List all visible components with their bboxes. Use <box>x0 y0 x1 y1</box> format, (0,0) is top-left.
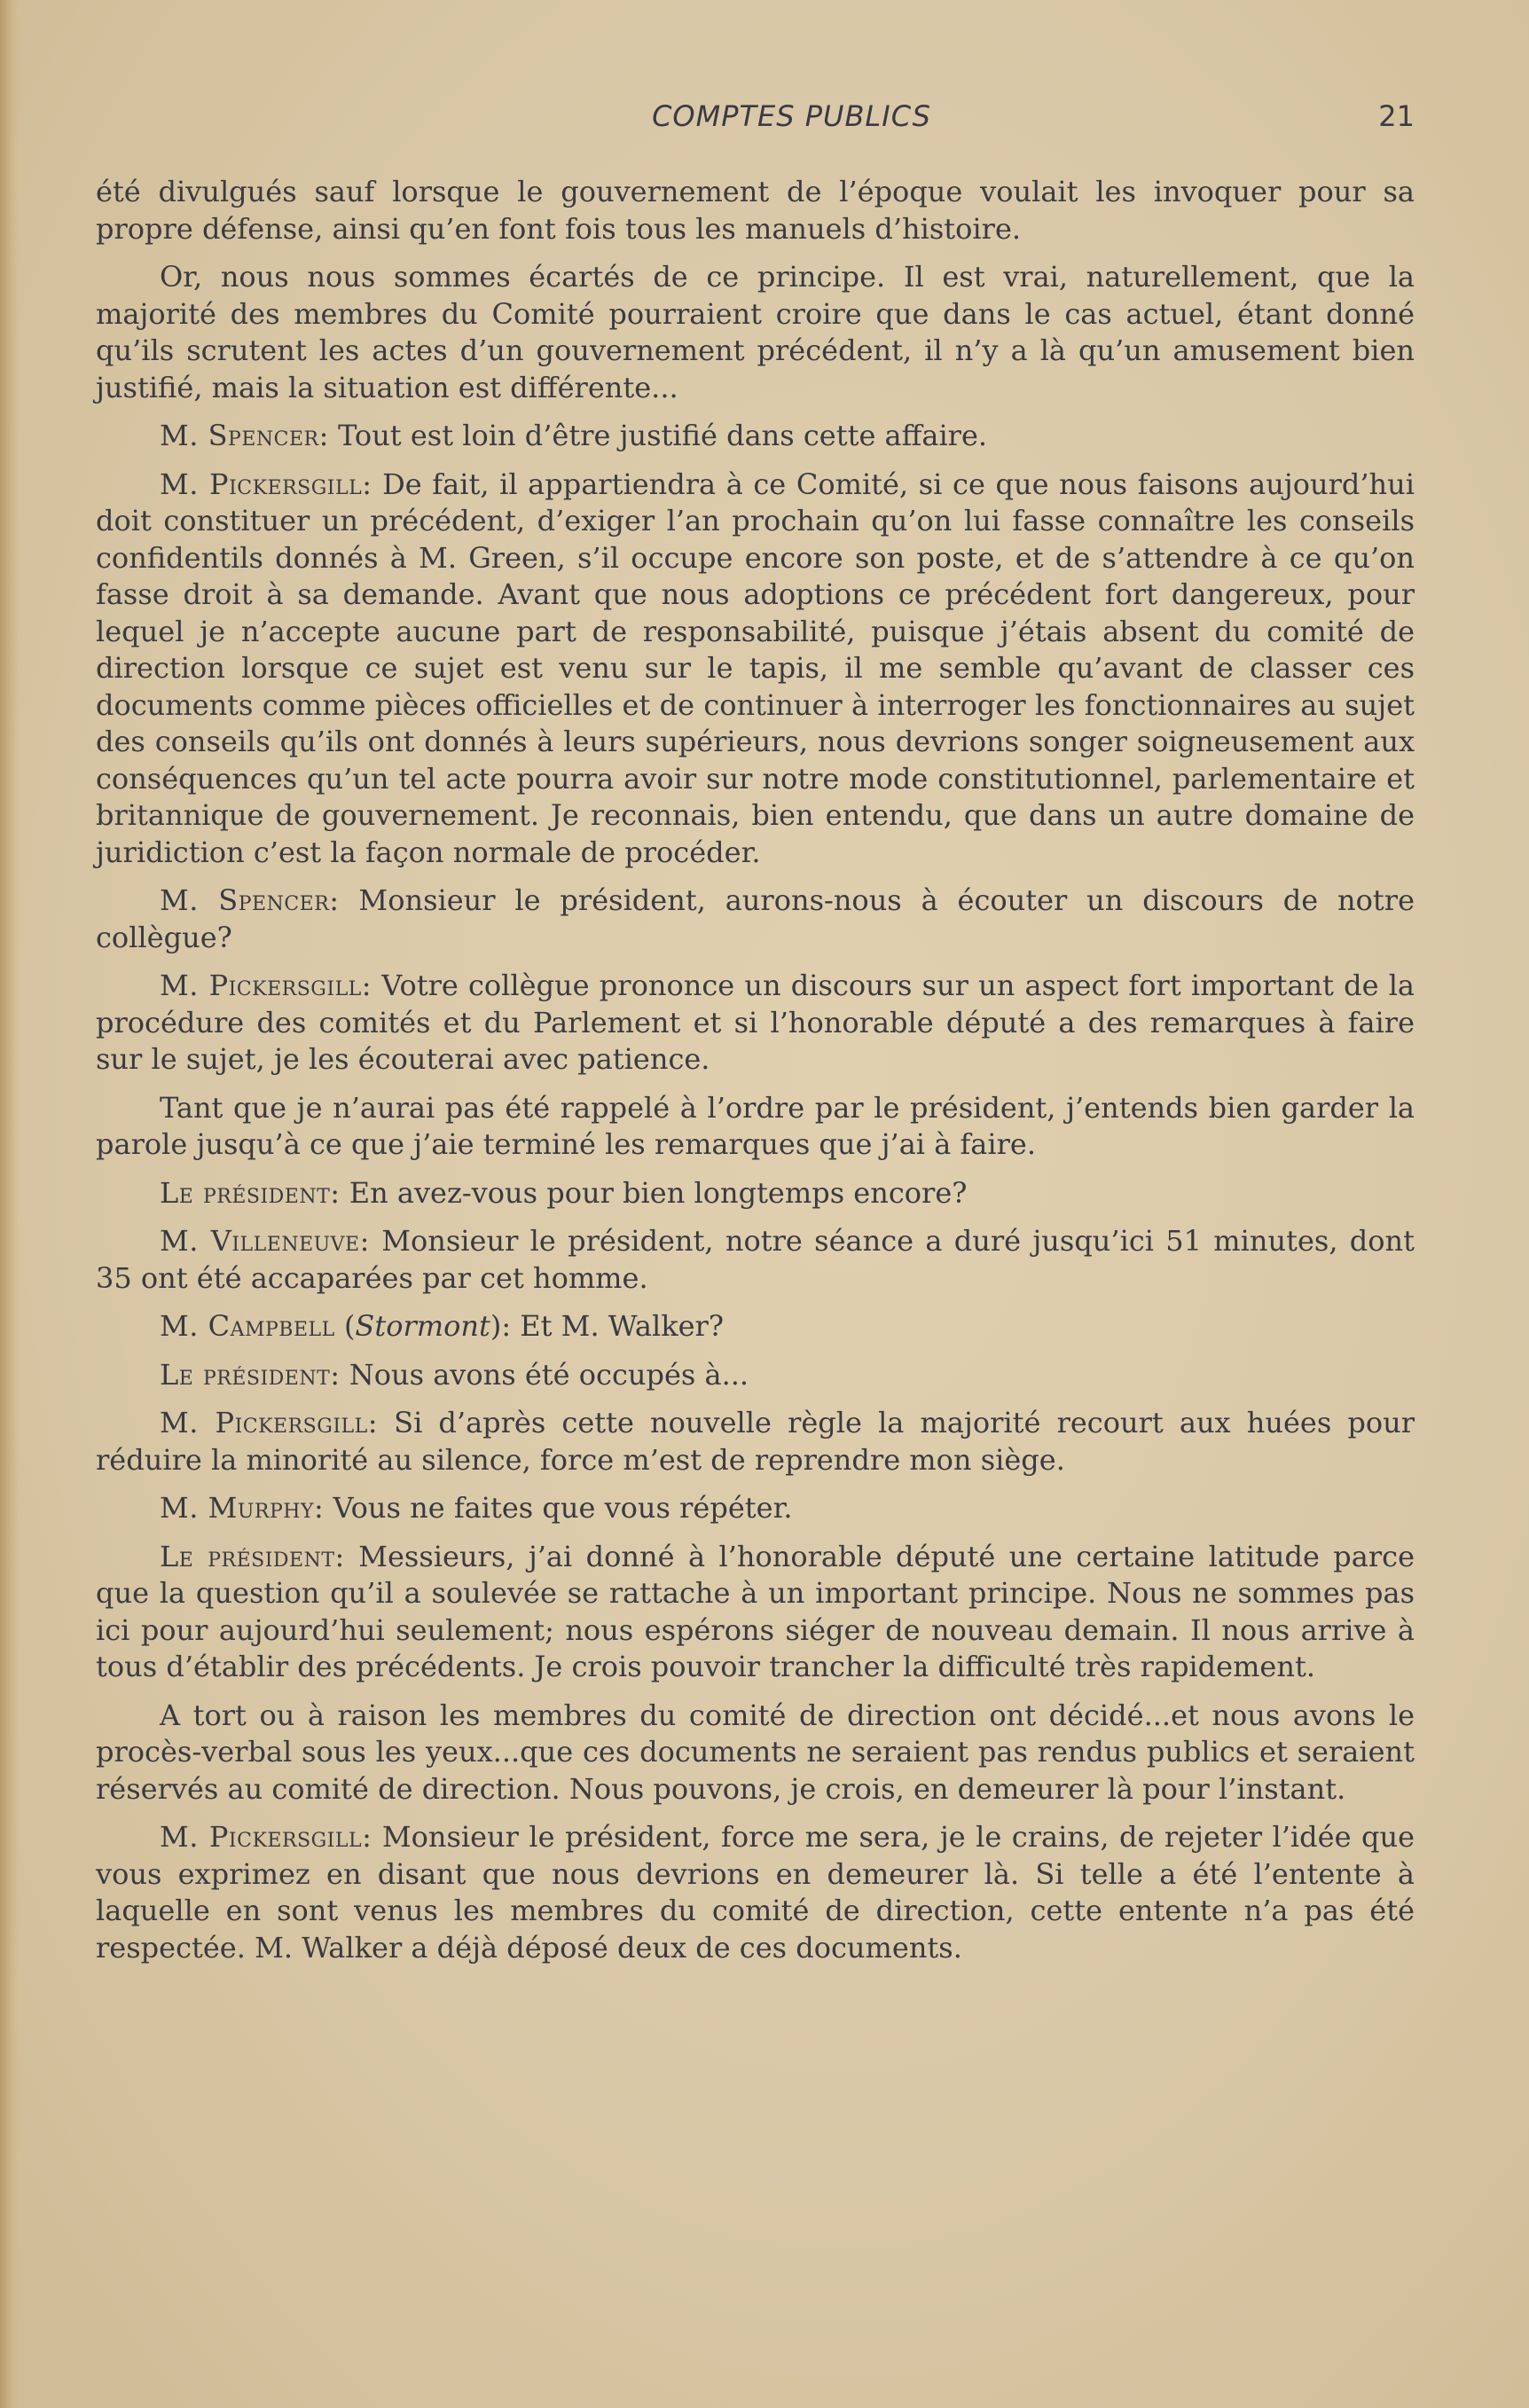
speaker-name: Le président: <box>160 1175 341 1210</box>
page-body <box>96 174 1415 1978</box>
paragraph-campbell: M. Campbell (Stormont): Et M. Walker? <box>160 1309 724 1343</box>
paragraph-president <box>96 1539 1415 1686</box>
paragraph-pickersgill <box>96 1405 1415 1479</box>
paragraph-text: A tort ou à raison les membres du comité de direction ont décidé...et nous avons le procès-verbal sous les yeux...que ces documents ne seraient pas rendus publics et seraient réservés au comité de direction. Nous pouvons, je crois, en demeurer là pour l’instant. <box>96 1698 1415 1806</box>
paragraph-spencer <box>96 418 1415 455</box>
paragraph-pickersgill <box>96 467 1415 872</box>
speaker-name: M. Spencer: <box>160 883 340 917</box>
speaker-name: M. Villeneuve: <box>160 1224 370 1258</box>
speaker-name: M. Pickersgill: <box>160 1406 379 1439</box>
paragraph <box>96 1698 1415 1808</box>
running-title: COMPTES PUBLICS <box>652 99 931 133</box>
speaker-name: M. Pickersgill: <box>160 1820 372 1854</box>
paragraph-text: Tout est loin d’être justifié dans cette affaire. <box>338 419 988 452</box>
paragraph-pickersgill <box>96 968 1415 1079</box>
paragraph-text: Messieurs, j’ai donné à l’honorable député une certaine latitude parce que la question qu’il a soulevée se rattache à un important principe. Nous ne sommes pas ici pour aujourd’hui seulement; nous espérons siéger de nouveau demain. Il nous arrive à tous d’établir des précédents. Je crois pouvoir trancher la difficulté très rapidement. <box>96 1539 1415 1683</box>
paragraph-president <box>96 1175 1415 1212</box>
speaker-riding: Stormont <box>355 1309 490 1343</box>
page-header <box>169 99 1415 144</box>
paragraph-text: Et M. Walker? <box>520 1309 724 1343</box>
speaker-name: M. Spencer: <box>160 419 329 452</box>
speaker-name: M. Pickersgill: <box>160 969 372 1002</box>
paragraph-text: été divulgués sauf lorsque le gouvernement de l’époque voulait les invoquer pour sa propre défense, ainsi qu’en font fois tous les manuels d’histoire. <box>96 175 1415 246</box>
speaker-name: Le président: <box>160 1539 345 1573</box>
paragraph-continuation <box>96 174 1415 247</box>
paragraph <box>96 1090 1415 1164</box>
paragraph-murphy <box>96 1490 1415 1527</box>
paragraph-president <box>96 1357 1415 1394</box>
paragraph-spencer <box>96 882 1415 956</box>
paragraph <box>96 259 1415 406</box>
paragraph-text: Votre collègue prononce un discours sur un aspect fort important de la procédure des comités et du Parlement et si l’honorable député a des remarques à faire sur le sujet, je les écouterai avec patience. <box>96 969 1415 1076</box>
page-spine-shadow <box>0 0 20 2408</box>
page-number: 21 <box>1378 99 1415 133</box>
speaker-name: M. Pickersgill: <box>160 467 372 501</box>
paragraph-text: Monsieur le président, notre séance a duré jusqu’ici 51 minutes, dont 35 ont été accaparées par cet homme. <box>96 1224 1415 1295</box>
paragraph-text: En avez-vous pour bien longtemps encore? <box>349 1175 968 1210</box>
speaker-name: M. Campbell <box>160 1309 335 1343</box>
speaker-name: M. Murphy: <box>160 1491 325 1525</box>
paragraph-text: Monsieur le président, aurons-nous à écouter un discours de notre collègue? <box>96 883 1415 954</box>
paragraph-text: Or, nous nous sommes écartés de ce principe. Il est vrai, naturellement, que la majorité des membres du Comité pourraient croire que dans le cas actuel, étant donné qu’ils scrutent les actes d’un gouvernement précédent, il n’y a là qu’un amusement bien justifié, mais la situation est différente... <box>96 260 1415 404</box>
paragraph-text: Monsieur le président, force me sera, je le crains, de rejeter l’idée que vous exprimez en disant que nous devrions en demeurer là. Si telle a été l’entente à laquelle en sont venus les membres du comité de direction, cette entente n’a pas été respectée. M. Walker a déjà déposé deux de ces documents. <box>96 1820 1415 1965</box>
paragraph-text: Vous ne faites que vous répéter. <box>333 1491 793 1525</box>
paragraph-text: Si d’après cette nouvelle règle la majorité recourt aux huées pour réduire la minorité au silence, force m’est de reprendre mon siège. <box>96 1406 1415 1477</box>
paragraph-text: Tant que je n’aurai pas été rappelé à l’ordre par le président, j’entends bien garder la parole jusqu’à ce que j’aie terminé les remarques que j’ai à faire. <box>96 1090 1415 1161</box>
paragraph-villeneuve <box>96 1223 1415 1297</box>
paragraph-text: De fait, il appartiendra à ce Comité, si ce que nous faisons aujourd’hui doit constituer un précédent, d’exiger l’an prochain qu’on lui fasse connaître les conseils confidentils donnés à M. Green, s’il occupe encore son poste, et de s’attendre à ce qu’on fasse droit à sa demande. Avant que nous adoptions ce précédent fort dangereux, pour lequel je n’accepte aucune part de responsabilité, puisque j’étais absent du comité de direction lorsque ce sujet est venu sur le tapis, il me semble qu’avant de classer ces documents comme pièces officielles et de continuer à interroger les fonctionnaires au sujet des conseils qu’ils ont donnés à leurs supérieurs, nous devrions songer soigneusement aux conséquences qu’un tel acte pourra avoir sur notre mode constitutionnel, parlementaire et britannique de gouvernement. Je reconnais, bien entendu, que dans un autre domaine de juridiction c’est la façon normale de procéder. <box>96 467 1415 869</box>
paragraph-text: Nous avons été occupés à... <box>349 1357 749 1392</box>
speaker-name: Le président: <box>160 1357 341 1392</box>
paragraph-pickersgill <box>96 1819 1415 1966</box>
